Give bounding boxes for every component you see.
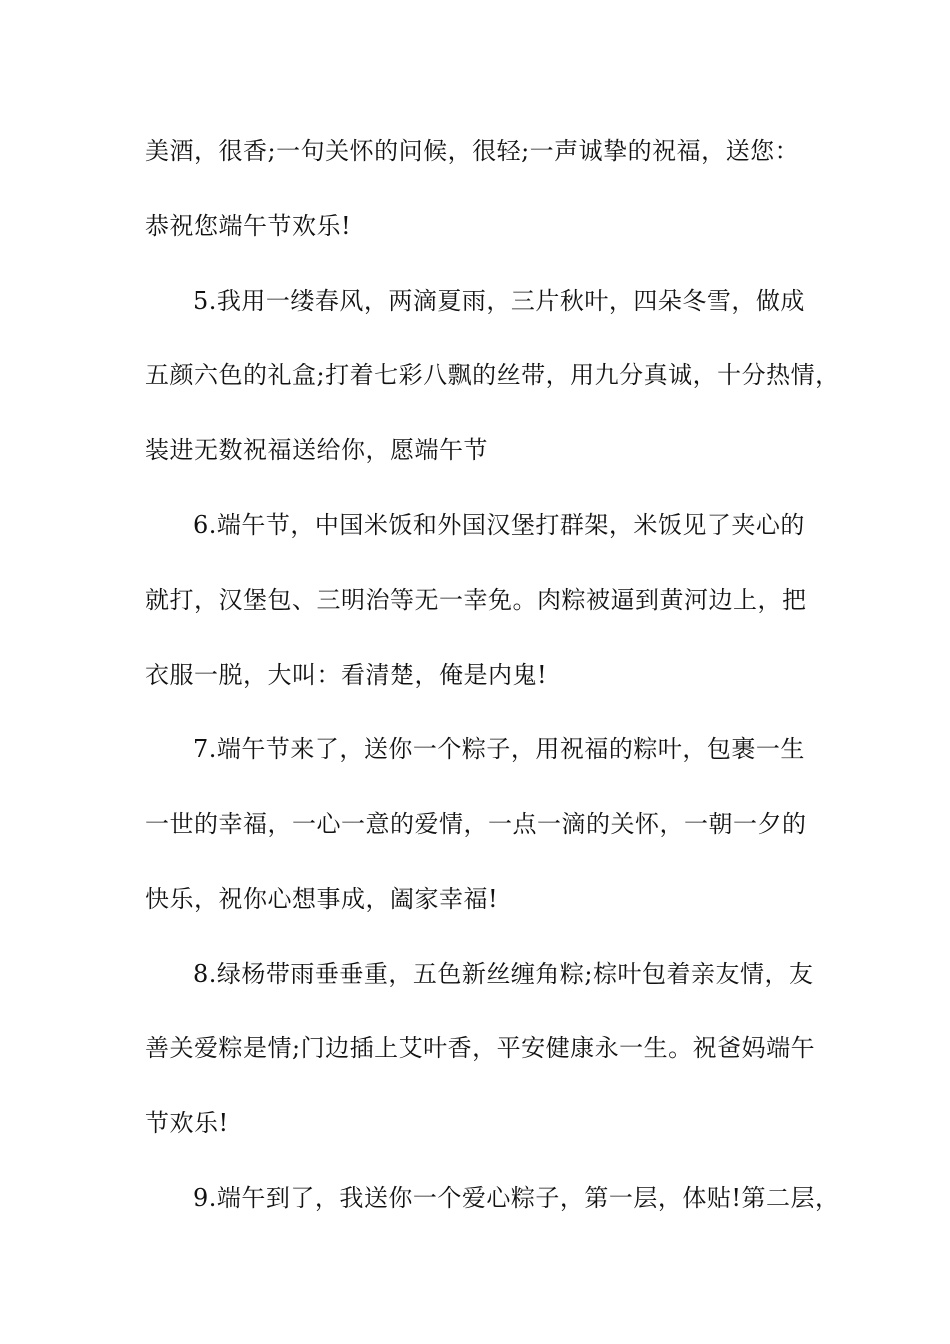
text-line: 善关爱粽是情;门边插上艾叶香，平安健康永一生。祝爸妈端午 <box>145 1034 816 1062</box>
text-line: 恭祝您端午节欢乐! <box>145 212 352 240</box>
text-line: 一世的幸福，一心一意的爱情，一点一滴的关怀，一朝一夕的 <box>145 810 807 838</box>
paragraph-start-line: 8.绿杨带雨垂垂重，五色新丝缠角粽;棕叶包着亲友情，友 <box>193 960 814 988</box>
paragraph-start-line: 6.端午节，中国米饭和外国汉堡打群架，米饭见了夹心的 <box>193 511 805 539</box>
paragraph-start-line: 7.端午节来了，送你一个粽子，用祝福的粽叶，包裹一生 <box>193 735 805 763</box>
paragraph-start-line: 9.端午到了，我送你一个爱心粽子，第一层，体贴!第二层， <box>193 1184 840 1212</box>
text-line: 装进无数祝福送给你，愿端午节 <box>145 436 488 464</box>
text-line: 衣服一脱，大叫：看清楚，俺是内鬼! <box>145 661 548 689</box>
text-line: 就打，汉堡包、三明治等无一幸免。肉粽被逼到黄河边上，把 <box>145 586 807 614</box>
text-line: 快乐，祝你心想事成，阖家幸福! <box>145 885 499 913</box>
text-line: 美酒，很香;一句关怀的问候，很轻;一声诚挚的祝福，送您： <box>145 137 800 165</box>
text-line: 五颜六色的礼盒;打着七彩八飘的丝带，用九分真诚，十分热情， <box>145 361 840 389</box>
paragraph-start-line: 5.我用一缕春风，两滴夏雨，三片秋叶，四朵冬雪，做成 <box>193 287 805 315</box>
text-line: 节欢乐! <box>145 1109 229 1137</box>
